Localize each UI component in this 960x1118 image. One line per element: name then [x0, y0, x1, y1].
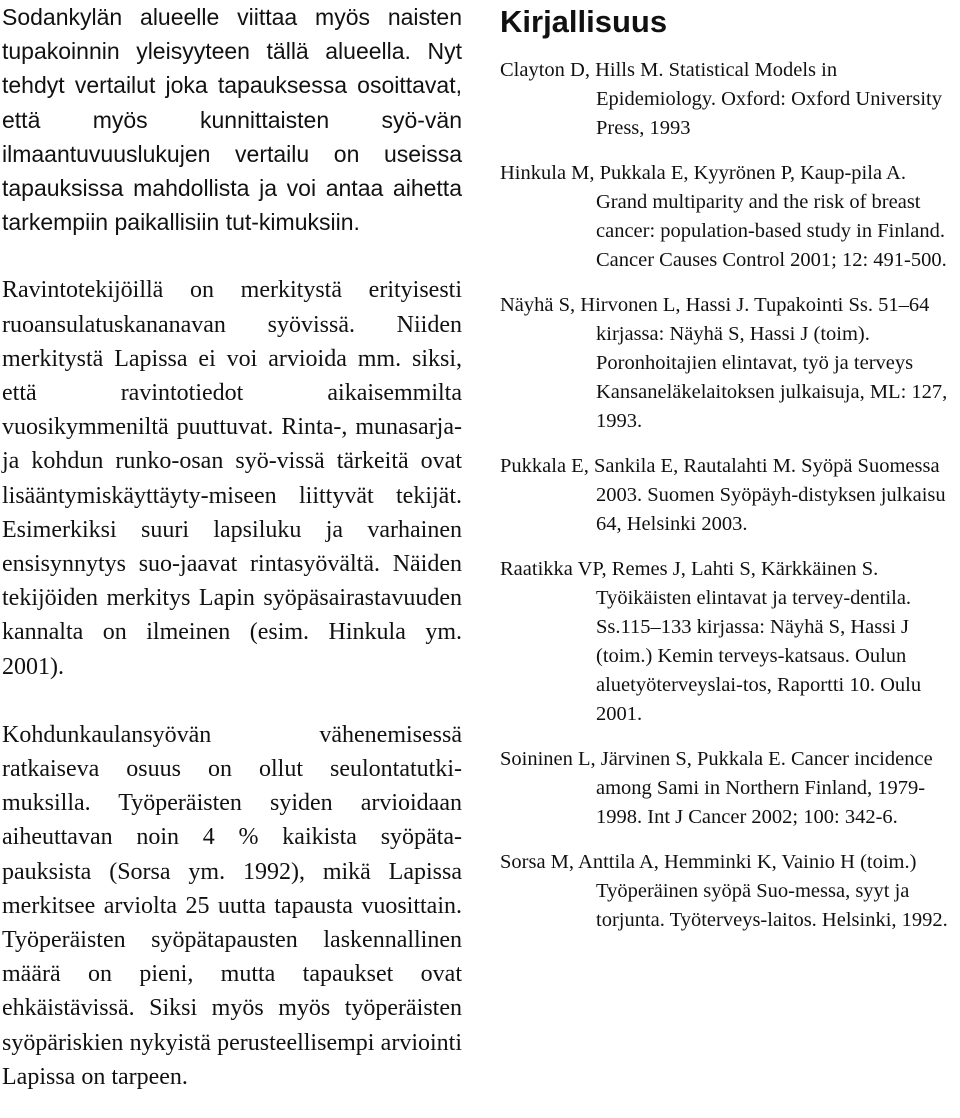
reference-item: Sorsa M, Anttila A, Hemminki K, Vainio H (toim.) Työperäinen syöpä Suo-messa, syyt ja torjunta. Työterveys-laitos. Helsinki, 1992.	[500, 851, 948, 931]
reference-item: Soininen L, Järvinen S, Pukkala E. Cancer incidence among Sami in Northern Finland, 1979-1998. Int J Cancer 2002; 100: 342-6.	[500, 748, 933, 828]
paragraph-nutrition: Ravintotekijöillä on merkitystä erityisesti ruoansulatuskananavan syövissä. Niiden merkitystä Lapissa ei voi arvioida mm. siksi, että ravintotiedot aikaisemmilta vuosikymmeniltä puuttuvat. Rinta-, munasarja- ja kohdun runko-osan syö-vissä tärkeitä ovat lisääntymiskäyttäyty-miseen liittyvät tekijät. Esimerkiksi suuri lapsiluku ja varhainen ensisynnytys suo-jaavat rintasyövältä. Näiden tekijöiden merkitys Lapin syöpäsairastavuuden kannalta on ilmeinen (esim. Hinkula ym. 2001).	[2, 277, 462, 680]
reference-item: Näyhä S, Hirvonen L, Hassi J. Tupakointi Ss. 51–64 kirjassa: Näyhä S, Hassi J (toim). Poronhoitajien elintavat, työ ja terveys Kansaneläkelaitoksen julkaisuja, ML: 127, 1993.	[500, 294, 948, 432]
paragraph-screening: Kohdunkaulansyövän vähenemisessä ratkaiseva osuus on ollut seulontatutki-muksilla. Työperäisten syiden arvioidaan aiheuttavan noin 4 % kaikista syöpäta-pauksista (Sorsa ym. 1992), mikä Lapissa merkitsee arviolta 25 uutta tapausta vuosittain. Työperäisten syöpätapausten laskennallinen määrä on pieni, mutta tapaukset ovat ehkäistävissä. Siksi myös myös työperäisten syöpäriskien nykyistä perusteellisempi arviointi Lapissa on tarpeen.	[2, 721, 462, 1090]
reference-item: Raatikka VP, Remes J, Lahti S, Kärkkäinen S. Työikäisten elintavat ja tervey-dentila. Ss.115–133 kirjassa: Näyhä S, Hassi J (toim.) Kemin terveys-katsaus. Oulun aluetyöterveyslai-tos, Raportti 10. Oulu 2001.	[500, 558, 922, 725]
references-heading: Kirjallisuus	[500, 4, 668, 39]
references-column	[500, 0, 960, 951]
body-text-column	[2, 0, 462, 1094]
reference-item: Clayton D, Hills M. Statistical Models in Epidemiology. Oxford: Oxford University Press, 1993	[500, 59, 942, 139]
paragraph-smoking: Sodankylän alueelle viittaa myös naisten tupakoinnin yleisyyteen tällä alueella. Nyt tehdyt vertailut joka tapauksessa osoittavat, että myös kunnittaisten syö-vän ilmaantuvuuslukujen vertailu on useissa tapauksissa mahdollista ja voi antaa aihetta tarkempiin paikallisiin tut-kimuksiin.	[2, 4, 462, 236]
reference-item: Hinkula M, Pukkala E, Kyyrönen P, Kaup-pila A. Grand multiparity and the risk of breast cancer: population-based study in Finland. Cancer Causes Control 2001; 12: 491-500.	[500, 162, 947, 271]
reference-item: Pukkala E, Sankila E, Rautalahti M. Syöpä Suomessa 2003. Suomen Syöpäyh-distyksen julkaisu 64, Helsinki 2003.	[500, 455, 946, 535]
